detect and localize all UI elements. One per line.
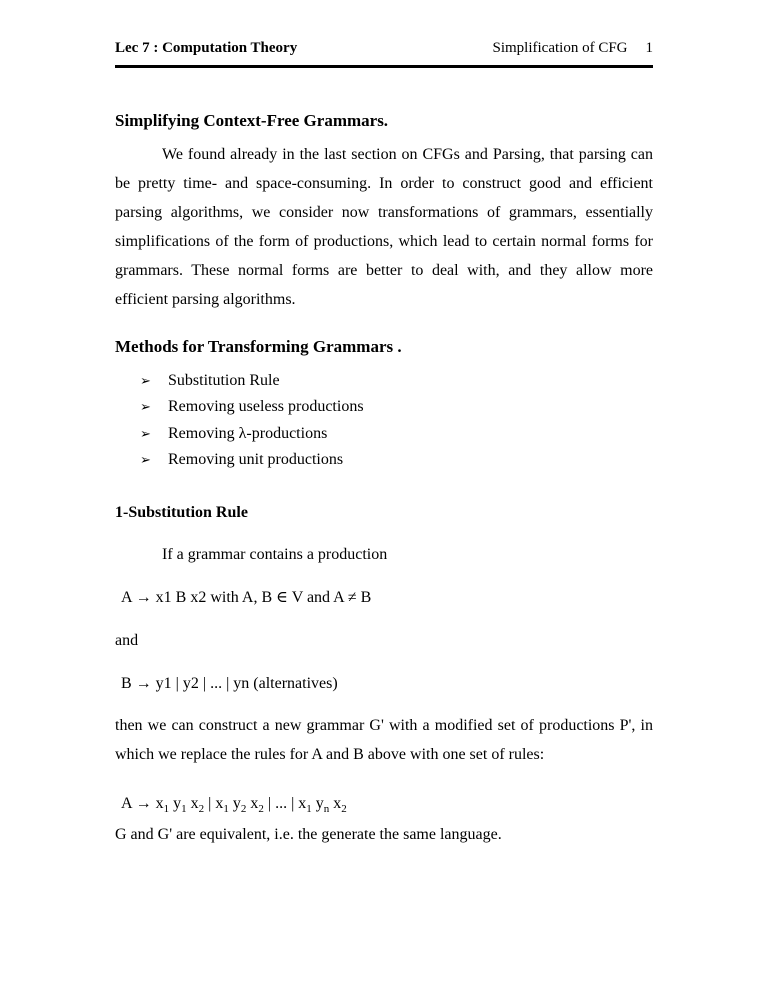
section-heading-methods: Methods for Transforming Grammars . [115,336,402,356]
header-right-group [493,38,654,58]
list-item [140,421,653,448]
list-item [140,394,653,421]
subsection-heading-substitution: 1-Substitution Rule [115,503,248,521]
arrow-bullet-icon: ➢ [140,372,151,388]
rule-intro-line: If a grammar contains a production [162,545,388,563]
methods-list [115,368,653,474]
header-topic: Simplification of CFG [492,40,628,56]
formula-production-a: A → x1 B x2 with A, B ∈ V and A ≠ B [121,588,372,606]
formula-result: $A \to x_1$ $y_1$ $x_2$ | $x_1$ $y_2$ $x_2$ | ... | $x_1$ $y_n$ $x_2$ [121,794,347,815]
list-item-label: Substitution Rule [168,371,280,389]
arrow-bullet-icon: ➢ [140,425,151,441]
list-item [140,368,653,395]
construct-paragraph: then we can construct a new grammar G' with a modified set of productions P', in which we replace the rules for A and B above with one set of rules: [115,716,653,763]
list-item-label: Removing unit productions [168,451,344,468]
header-course-title: Lec 7 : Computation Theory [115,40,298,56]
intro-paragraph: We found already in the last section on CFGs and Parsing, that parsing can be pretty time- and space-consuming. In order to construct good and efficient parsing algorithms, we consider now transformations of grammars, essentially simplifications of the form of productions, which lead to certain normal forms for grammars. These normal forms are better to deal with, and they allow more efficient parsing algorithms. [115,145,653,308]
page-number: 1 [645,40,653,56]
list-item-label: Removing λ-productions [168,424,328,442]
equivalence-note: G and G' are equivalent, i.e. the generate the same language. [115,825,502,843]
page-header [115,38,653,58]
list-item [140,447,653,474]
connector-line: and [115,631,139,649]
section-heading-simplifying: Simplifying Context-Free Grammars. [115,110,389,130]
list-item-label: Removing useless productions [168,398,364,415]
header-divider [115,65,653,68]
arrow-bullet-icon: ➢ [140,452,151,467]
formula-production-b: B → y1 | y2 | ... | yn (alternatives) [121,674,338,692]
arrow-bullet-icon: ➢ [140,399,151,414]
